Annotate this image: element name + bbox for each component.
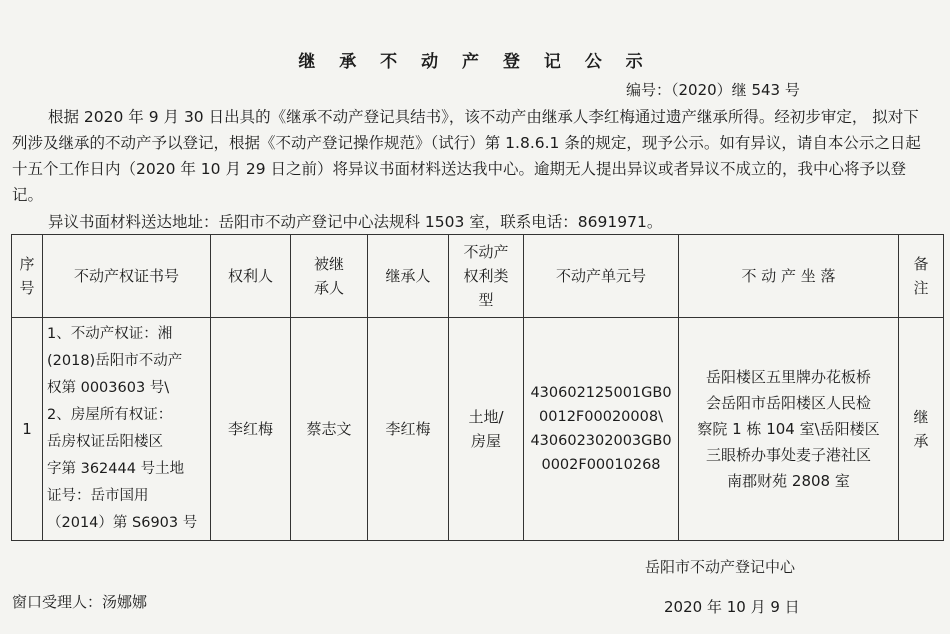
notice-title: 继 承 不 动 产 登 记 公 示 [298, 52, 652, 72]
header-heir: 继承人 [368, 235, 449, 318]
header-owner: 权利人 [211, 235, 291, 318]
header-right-type: 不动产 权利类 型 [449, 235, 524, 318]
table-row [12, 318, 944, 541]
header-location: 不 动 产 坐 落 [679, 235, 899, 318]
table-header-row [12, 235, 944, 318]
header-unit-no: 不动产单元号 [524, 235, 679, 318]
cell-remark: 继 承 [899, 318, 944, 541]
objection-address-text: 异议书面材料送达地址：岳阳市不动产登记中心法规科 1503 室，联系电话：8691971。 [48, 213, 663, 231]
header-seq: 序 号 [12, 235, 43, 318]
cell-owner: 李红梅 [211, 318, 291, 541]
cell-right-type: 土地/ 房屋 [449, 318, 524, 541]
cell-seq: 1 [12, 318, 43, 541]
property-table [11, 234, 944, 541]
issuing-organization: 岳阳市不动产登记中心 [645, 558, 796, 576]
issue-date: 2020 年 10 月 9 日 [664, 598, 800, 616]
objection-address [12, 210, 662, 234]
cell-decedent: 蔡志文 [291, 318, 368, 541]
cell-cert: 1、不动产权证：湘 (2018)岳阳市不动产 权第 0003603 号\ 2、房屋所有权证： 岳房权证岳阳楼区 字第 362444 号土地 证号：岳市国用 （2014）第 S6903 号 [43, 318, 211, 541]
header-cert: 不动产权证书号 [43, 235, 211, 318]
header-decedent: 被继 承人 [291, 235, 368, 318]
cell-heir: 李红梅 [368, 318, 449, 541]
cell-location: 岳阳楼区五里牌办花板桥 会岳阳市岳阳楼区人民检 察院 1 栋 104 室\岳阳楼区 三眼桥办事处麦子港社区 南郡财苑 2808 室 [679, 318, 899, 541]
document-number: 编号：（2020）继 543 号 [626, 81, 800, 99]
clerk-name: 窗口受理人：汤娜娜 [12, 593, 148, 611]
notice-paragraph: 根据 2020 年 9 月 30 日出具的《继承不动产登记具结书》，该不动产由继承人李红梅通过遗产继承所得。经初步审定， 拟对下列涉及继承的不动产予以登记，根据《不动产登记操作规范》（试行）第 1.8.6.1 条的规定，现予公示。如有异议，请自本公示之日起十五个工作日内（2020 年 10 月 29 日之前）将异议书面材料送达我中心。逾期无人提出异议或者异议不成立的，我中心将予以登记。 [12, 108, 921, 204]
cell-unit-no: 430602125001GB0 0012F00020008\ 430602302003GB0 0002F00010268 [524, 318, 679, 541]
header-remark: 备 注 [899, 235, 944, 318]
notice-body [12, 104, 932, 208]
